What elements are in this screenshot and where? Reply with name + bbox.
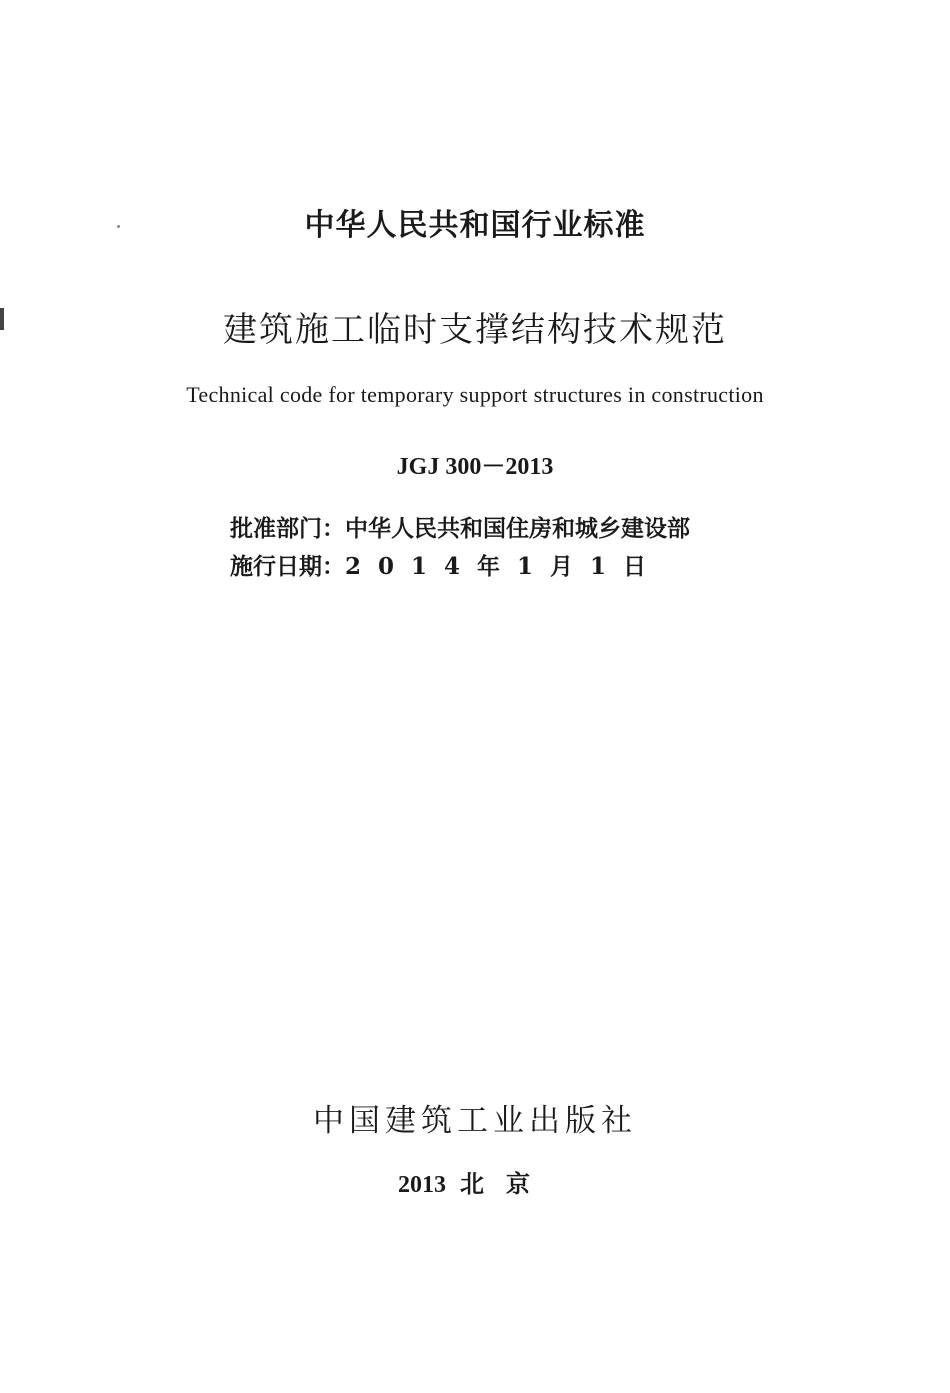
effective-label: 施行日期： bbox=[230, 554, 345, 580]
document-title-english: Technical code for temporary support structures in construction bbox=[186, 382, 764, 407]
publication-city: 北京 bbox=[460, 1170, 552, 1198]
publication-info bbox=[0, 1164, 950, 1199]
effective-date bbox=[230, 548, 663, 581]
standard-code: JGJ 300－2013 bbox=[396, 454, 554, 480]
approval-label: 批准部门： bbox=[230, 516, 345, 542]
effective-value: 2014年1月1日 bbox=[345, 553, 664, 580]
approval-value: 中华人民共和国住房和城乡建设部 bbox=[345, 516, 690, 542]
publisher-name: 中国建筑工业出版社 bbox=[313, 1103, 637, 1139]
document-title-chinese: 建筑施工临时支撑结构技术规范 bbox=[223, 310, 727, 350]
publication-year: 2013 bbox=[398, 1172, 446, 1198]
approval-department bbox=[230, 510, 690, 543]
standard-type-heading: 中华人民共和国行业标准 bbox=[304, 208, 646, 243]
